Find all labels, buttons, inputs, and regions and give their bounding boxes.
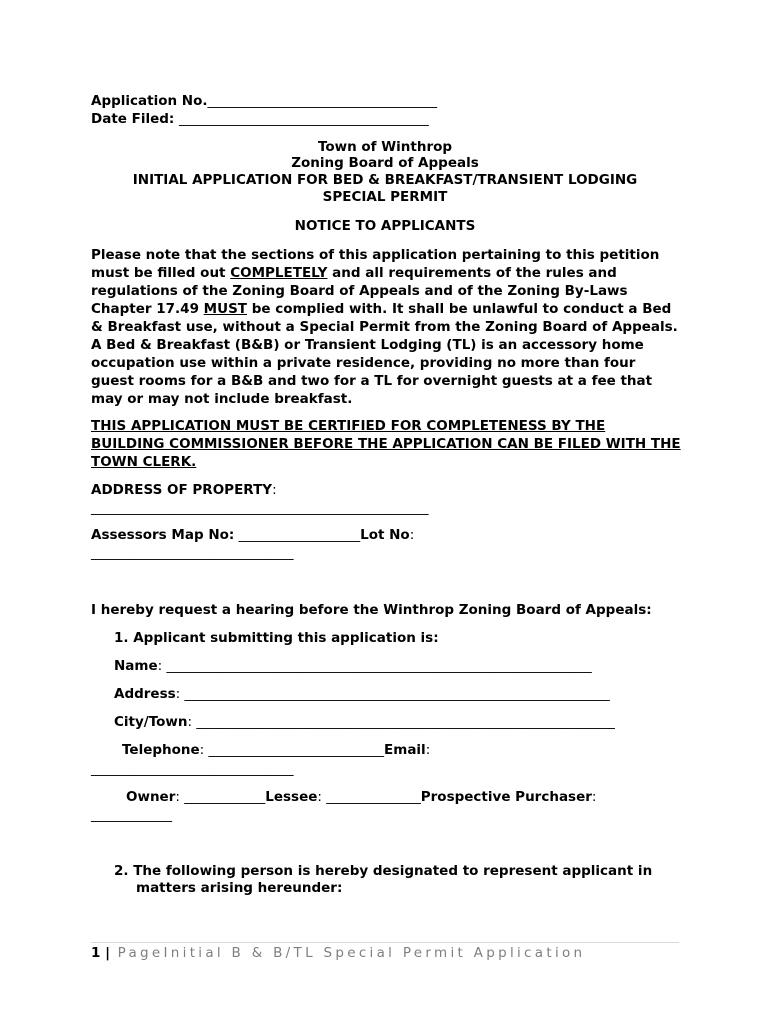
- page-footer: [91, 945, 585, 961]
- address-field[interactable]: _______________________________________________________________: [184, 686, 610, 702]
- name-field[interactable]: _______________________________________________________________: [166, 658, 592, 674]
- application-title: INITIAL APPLICATION FOR BED & BREAKFAST/TRANSIENT LODGING: [132, 172, 638, 188]
- email-colon: :: [425, 742, 431, 758]
- email-label: Email: [384, 742, 426, 758]
- date-filed-field[interactable]: _____________________________________: [179, 111, 429, 127]
- notice-text-b: and all requirements of the rules and regulations of the Zoning Board of Appeals and of the Zoning By-Laws Chapter 17.49: [91, 265, 628, 317]
- date-filed-row: [91, 111, 429, 128]
- notice-text-a: Please note that the sections of this application pertaining to this petition must be filled out: [91, 247, 660, 281]
- application-no-field[interactable]: __________________________________: [207, 93, 438, 109]
- property-address-colon: :: [272, 482, 277, 498]
- lot-no-field[interactable]: ______________________________: [91, 545, 294, 561]
- permit-title: SPECIAL PERMIT: [322, 189, 448, 205]
- assessors-map-label: Assessors Map No:: [91, 527, 235, 543]
- lessee-label: Lessee: [265, 789, 318, 805]
- name-label: Name: [114, 658, 158, 674]
- notice-text-c: be complied with. It shall be unlawful to conduct a Bed & Breakfast use, without a Special Permit from the Zoning Board of Appeals. A Bed & Breakfast (B&B) or Transient Lodging (TL) is an accessory home occupation use within a private residence, providing no more than four guest rooms for a B&B and two for a TL for overnight guests at a fee that may or may not include breakfast.: [91, 301, 678, 407]
- telephone-colon: :: [199, 742, 205, 758]
- telephone-label: Telephone: [122, 742, 200, 758]
- notice-paragraph: [91, 246, 681, 408]
- page-number: 1 |: [91, 945, 111, 961]
- owner-label: Owner: [126, 789, 176, 805]
- assessors-row: [91, 527, 414, 544]
- must-emphasis: MUST: [203, 301, 247, 317]
- telephone-row: [122, 742, 430, 759]
- assessors-map-field[interactable]: __________________: [238, 527, 361, 543]
- ownership-row: [126, 789, 596, 806]
- city-label: City/Town: [114, 714, 188, 730]
- completely-emphasis: COMPLETELY: [230, 265, 328, 281]
- notice-heading: NOTICE TO APPLICANTS: [294, 218, 476, 234]
- lot-no-label: Lot No: [360, 527, 410, 543]
- telephone-field[interactable]: __________________________: [208, 742, 385, 758]
- city-row: [114, 714, 615, 731]
- footer-rule: [91, 942, 679, 943]
- city-field[interactable]: ______________________________________________________________: [196, 714, 615, 730]
- lot-no-colon: :: [409, 527, 415, 543]
- footer-title: PageInitial B & B/TL Special Permit Application: [110, 945, 586, 961]
- board-title: Zoning Board of Appeals: [291, 155, 479, 171]
- address-label: Address: [114, 686, 176, 702]
- name-row: [114, 658, 592, 675]
- owner-field[interactable]: ____________: [184, 789, 266, 805]
- purchaser-label: Prospective Purchaser: [420, 789, 592, 805]
- item-2-continuation: matters arising hereunder:: [136, 880, 343, 896]
- property-address-row: [91, 482, 277, 499]
- property-address-field[interactable]: __________________________________________________: [91, 500, 429, 516]
- purchaser-colon: :: [591, 789, 597, 805]
- application-no-row: [91, 93, 437, 110]
- address-row: [114, 686, 610, 703]
- town-title: Town of Winthrop: [317, 139, 453, 155]
- hearing-request: I hereby request a hearing before the Winthrop Zoning Board of Appeals:: [91, 602, 652, 618]
- lessee-field[interactable]: ______________: [326, 789, 421, 805]
- address-colon: :: [175, 686, 181, 702]
- date-filed-label: Date Filed:: [91, 111, 175, 127]
- email-field[interactable]: ______________________________: [91, 761, 294, 777]
- owner-colon: :: [175, 789, 180, 805]
- purchaser-field[interactable]: ____________: [91, 807, 172, 823]
- item-1-heading: 1. Applicant submitting this application is:: [114, 630, 439, 646]
- lessee-colon: :: [317, 789, 322, 805]
- item-2-heading: 2. The following person is hereby designated to represent applicant in: [114, 863, 653, 879]
- city-colon: :: [187, 714, 193, 730]
- name-colon: :: [157, 658, 163, 674]
- application-no-label: Application No.: [91, 93, 208, 109]
- certification-notice: THIS APPLICATION MUST BE CERTIFIED FOR COMPLETENESS BY THE BUILDING COMMISSIONER BEFORE THE APPLICATION CAN BE FILED WITH THE TOWN CLERK.: [91, 418, 681, 470]
- property-address-label: ADDRESS OF PROPERTY: [91, 482, 273, 498]
